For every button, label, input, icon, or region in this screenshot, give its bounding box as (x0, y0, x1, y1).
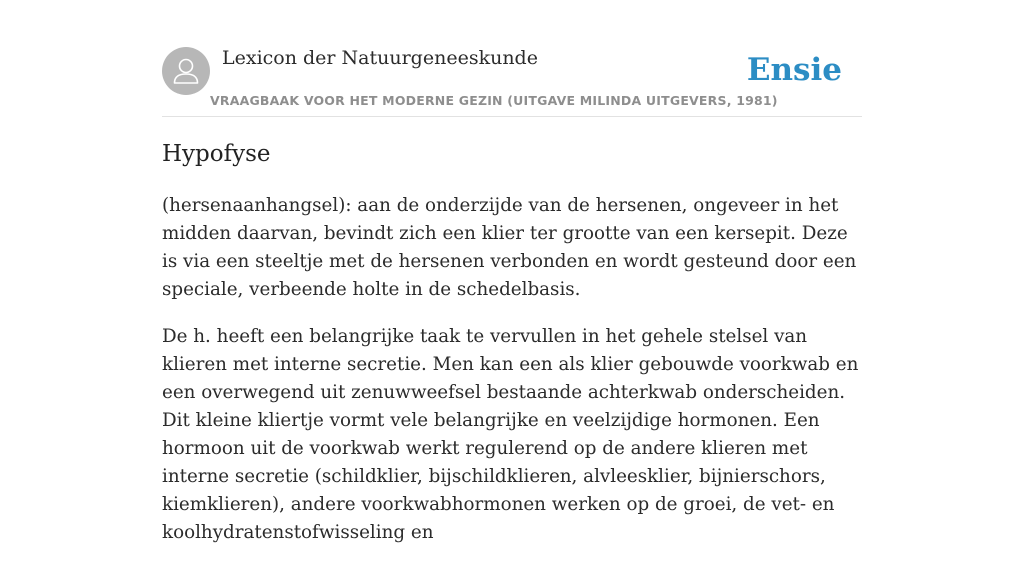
article-paragraph-1: (hersenaanhangsel): aan de onderzijde van de hersenen, ongeveer in het midden daarvan, bevindt zich een klier ter grootte van een kersepit. Deze is via een steeltje met de hersenen verbonden en wordt gesteund door een speciale, verbeende holte in de schedelbasis. (162, 195, 857, 300)
source-subtitle: VRAAGBAAK VOOR HET MODERNE GEZIN (UITGAVE MILINDA UITGEVERS, 1981) (210, 93, 778, 108)
avatar[interactable] (162, 47, 210, 95)
user-silhouette-icon (162, 47, 210, 95)
article-title: Hypofyse (162, 141, 271, 167)
ensie-logo-link[interactable]: Ensie (746, 52, 842, 88)
source-title-link[interactable]: Lexicon der Natuurgeneeskunde (222, 47, 538, 69)
article (162, 138, 862, 566)
source-header (162, 46, 862, 117)
article-paragraph-2: De h. heeft een belangrijke taak te vervullen in het gehele stelsel van klieren met interne secretie. Men kan een als klier gebouwde voorkwab en een overwegend uit zenuwweefsel bestaande achterkwab onderscheiden. Dit kleine kliertje vormt vele belangrijke en veelzijdige hormonen. Een hormoon uit de voorkwab werkt regulerend op de andere klieren met interne secretie (schildklier, bijschildklieren, alvleesklier, bijnierschors, kiemklieren), andere voorkwabhormonen werken op de groei, de vet- en koolhydratenstofwisseling en (162, 326, 859, 543)
